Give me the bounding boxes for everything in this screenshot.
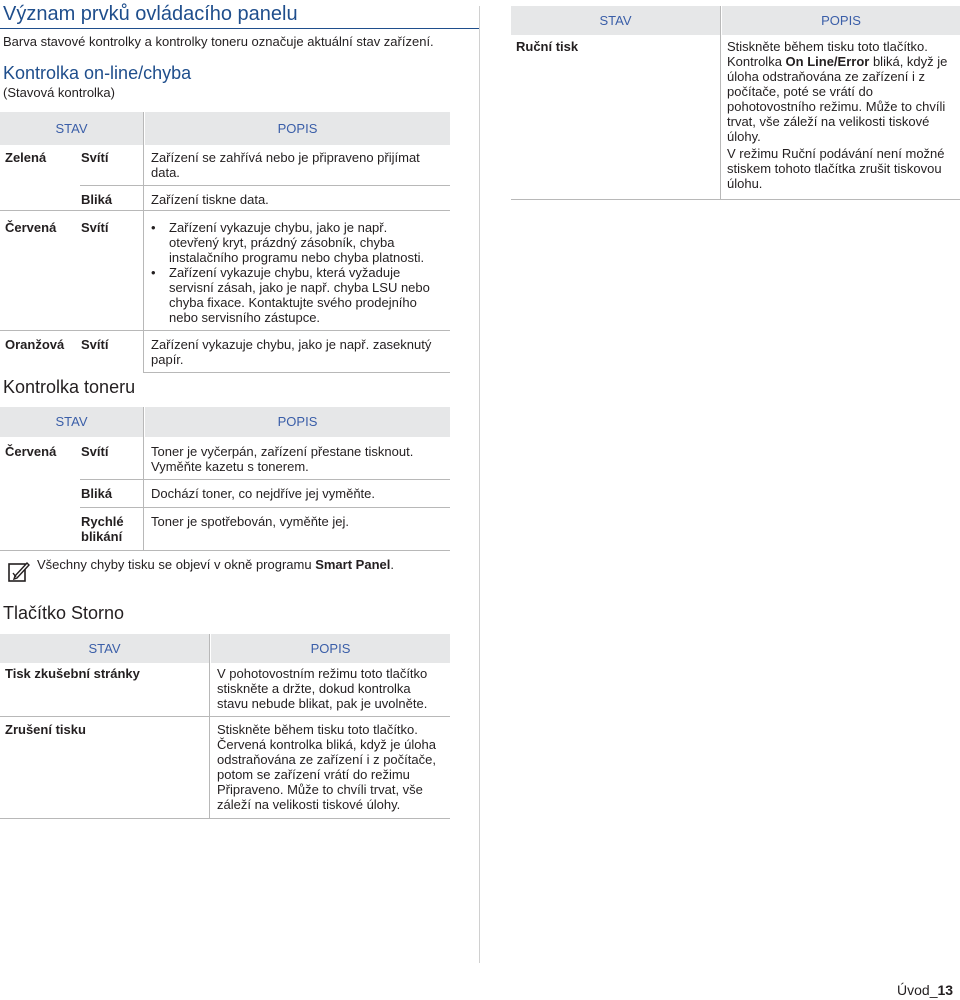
button-description-note: V režimu Ruční podávání není možné stiskem tohoto tlačítka zrušit tiskovou úlohu.	[727, 146, 945, 191]
led-description: Dochází toner, co nejdříve jej vyměňte.	[151, 486, 376, 501]
online-error-subtitle: (Stavová kontrolka)	[3, 85, 115, 100]
led-description: Toner je spotřebován, vyměňte jej.	[151, 514, 349, 529]
led-state: Svítí	[81, 337, 109, 352]
table-header-stav: STAV	[0, 407, 143, 437]
page-title: Význam prvků ovládacího panelu	[3, 3, 298, 25]
led-state: Svítí	[81, 220, 109, 235]
note-text: Všechny chyby tisku se objeví v okně programu Smart Panel.	[37, 557, 394, 572]
led-description: Zařízení se zahřívá nebo je připraveno přijímat data.	[151, 150, 420, 180]
led-state: Svítí	[81, 150, 109, 165]
led-color-red: Červená	[5, 220, 57, 235]
title-rule	[0, 28, 480, 29]
button-description: Stiskněte během tisku toto tlačítko. Červená kontrolka bliká, když je úloha odstraňována ze zařízení i z počítače, potom se zařízení vrátí do režimu Připraveno. Může to chvíli trvat, vše záleží na velikosti tiskové úlohy.	[217, 722, 436, 812]
table-header-stav: STAV	[511, 6, 720, 35]
table-header-popis: POPIS	[145, 112, 450, 145]
led-description: Toner je vyčerpán, zařízení přestane tisknout. Vyměňte kazetu s tonerem.	[151, 444, 414, 474]
button-state: Tisk zkušební stránky	[5, 666, 140, 681]
led-state: Bliká	[81, 486, 113, 501]
toner-title: Kontrolka toneru	[3, 377, 136, 397]
led-color-red: Červená	[5, 444, 57, 459]
led-color-orange: Oranžová	[5, 337, 65, 352]
online-error-title: Kontrolka on-line/chyba	[3, 63, 192, 83]
cancel-title: Tlačítko Storno	[3, 603, 125, 623]
intro-text: Barva stavové kontrolky a kontrolky toneru označuje aktuální stav zařízení.	[3, 34, 434, 49]
list-item: • Zařízení vykazuje chybu, která vyžaduje servisní zásah, jako je např. chyba LSU nebo chyba fixace. Kontaktujte svého prodejního nebo servisního zástupce.	[149, 265, 439, 325]
table-header-popis: POPIS	[211, 634, 450, 663]
note-pencil-icon	[8, 561, 30, 583]
smart-panel-name: Smart Panel	[315, 557, 391, 572]
column-divider	[479, 6, 480, 963]
led-description: Zařízení tiskne data.	[151, 192, 269, 207]
led-description-list	[149, 220, 439, 325]
led-state: Svítí	[81, 444, 109, 459]
led-color-green: Zelená	[5, 150, 47, 165]
page-number: Úvod_13	[897, 982, 954, 998]
table-header-stav: STAV	[0, 634, 209, 663]
table-header-stav: STAV	[0, 112, 143, 145]
list-item: • Zařízení vykazuje chybu, jako je např. otevřený kryt, prázdný zásobník, chyba instalačního programu nebo chyba platnosti.	[149, 220, 439, 265]
led-description: Zařízení vykazuje chybu, jako je např. zaseknutý papír.	[151, 337, 432, 367]
button-state: Zrušení tisku	[5, 722, 86, 737]
table-header-popis: POPIS	[145, 407, 450, 437]
button-description: V pohotovostním režimu toto tlačítko stiskněte a držte, dokud kontrolka stavu nebude blikat, pak je uvolněte.	[217, 666, 428, 711]
button-description: Stiskněte během tisku toto tlačítko. Kontrolka On Line/Error bliká, když je úloha odstraňována ze zařízení i z počítače, poté se vrátí do pohotovostního režimu. Může to chvíli trvat, vše záleží na velikosti tiskové úlohy.	[727, 39, 948, 144]
table-header-popis: POPIS	[722, 6, 960, 35]
button-state: Ruční tisk	[516, 39, 579, 54]
led-state: Rychlé blikání	[81, 514, 124, 544]
led-state: Bliká	[81, 192, 113, 207]
